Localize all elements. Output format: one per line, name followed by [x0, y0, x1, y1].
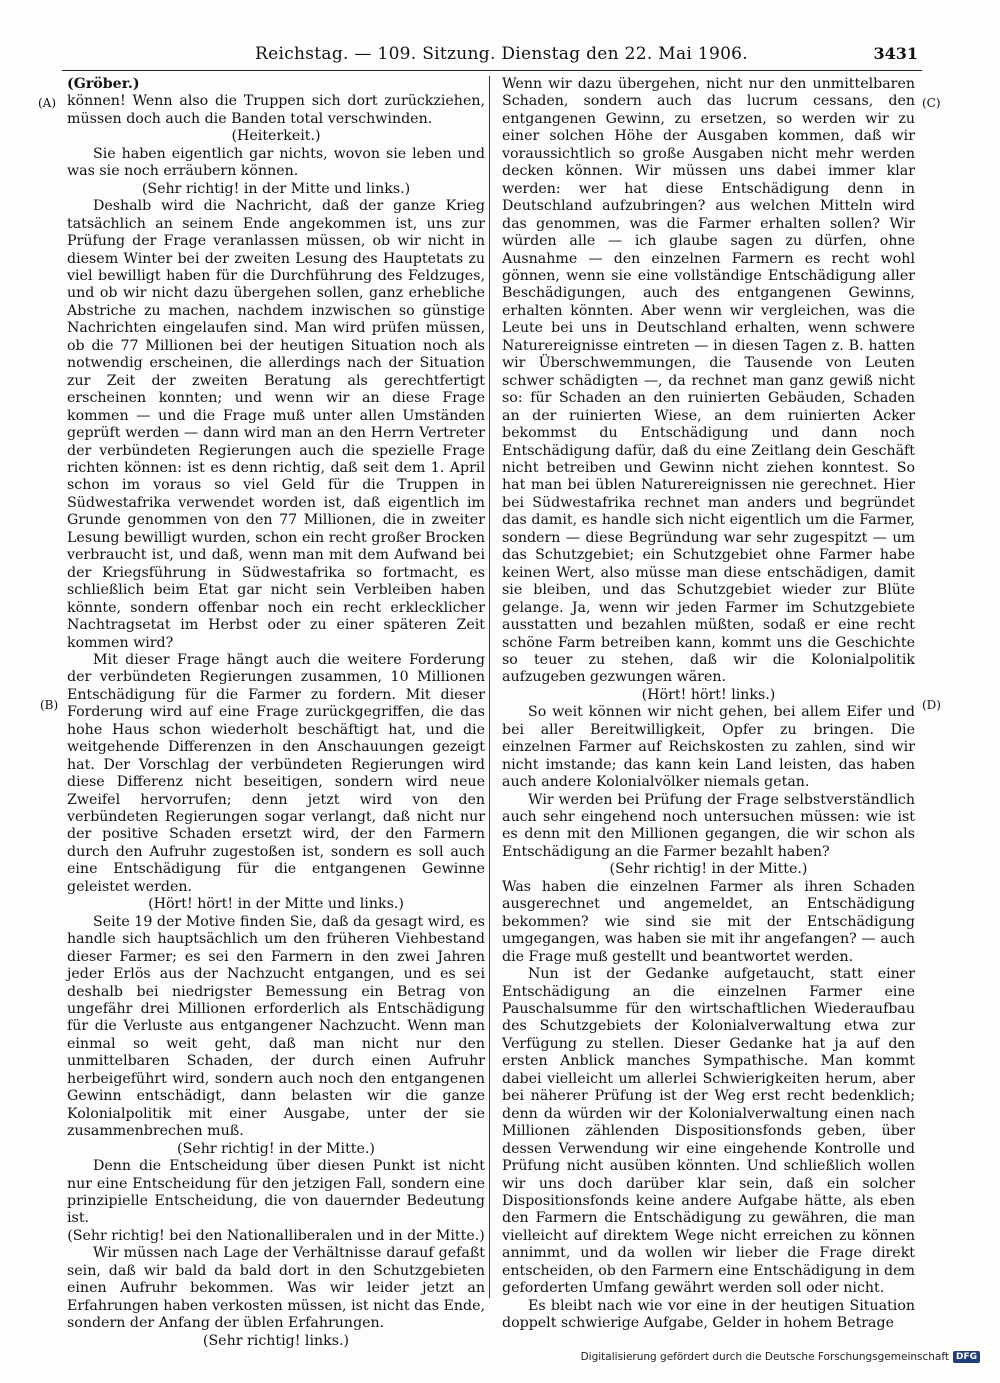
interjection: (Hört! hört! links.) [641, 686, 776, 703]
interjection: (Sehr richtig! links.) [202, 1332, 350, 1349]
dfg-logo: DFG [953, 1351, 980, 1363]
paragraph: Wir werden bei Prüfung der Frage selbstverständlich auch sehr eingehend noch untersuchen müssen: wie ist es denn mit den Millionen gegangen, die wir schon als Entschädigung an die Farmer bezahlt haben? [502, 791, 915, 860]
credit-text: Digitalisierung gefördert durch die Deutsche Forschungsgemeinschaft [580, 1351, 949, 1363]
paragraph: Mit dieser Frage hängt auch die weitere Forderung der verbündeten Regierungen zusammen, 10 Millionen Entschädigung für die Farmer zu fordern. Mit dieser Forderung wird auf eine Frage zurückgegriffen, die das hohe Haus schon wiederholt beschäftigt hat, und die weitgehende Differenzen in den Anschauungen gezeigt hat. Der Vorschlag der verbündeten Regierungen wird diese Differenz nicht beseitigen, sondern wird neue Zweifel hervorrufen; denn jetzt wird von den verbündeten Regierungen sogar verlangt, daß nicht nur der positive Schaden ersetzt wird, der den Farmern durch den Aufruhr zugestoßen ist, sondern es soll auch eine Entschädigung für die entgangenen Gewinne geleistet werden. [67, 651, 485, 895]
paragraph: Was haben die einzelnen Farmer als ihren Schaden ausgerechnet und angemeldet, an Entschädigung bekommen? wie sind sie mit der Entschädigung umgegangen, was haben sie mit ihr angefangen? — auch die Frage muß gestellt und beantwortet werden. [502, 878, 915, 965]
margin-marker-c: (C) [922, 96, 941, 110]
column-divider [489, 76, 490, 1298]
right-column [502, 76, 915, 1333]
interjection: (Hört! hört! in der Mitte und links.) [148, 896, 404, 913]
header-title: Reichstag. — 109. Sitzung. Dienstag den 22. Mai 1906. [255, 44, 749, 64]
interjection: (Sehr richtig! in der Mitte.) [609, 861, 808, 878]
paragraph: Denn die Entscheidung über diesen Punkt ist nicht nur eine Entscheidung für den jetzigen Fall, sondern eine prinzipielle Entscheidung, die von dauernder Bedeutung ist. [67, 1158, 485, 1227]
page-number: 3431 [873, 44, 918, 63]
margin-marker-a: (A) [38, 96, 57, 110]
paragraph: Wir müssen nach Lage der Verhältnisse darauf gefaßt sein, daß wir bald da bald dort in den Schutzgebieten einen Aufruhr bekommen. Was wir leider jetzt an Erfahrungen haben verkosten müssen, ist nicht das Ende, sondern der Anfang der üblen Erfahrungen. [67, 1245, 485, 1332]
paragraph: können! Wenn also die Truppen sich dort zurückziehen, müssen doch auch die Banden total verschwinden. [67, 93, 485, 127]
paragraph: Nun ist der Gedanke aufgetaucht, statt einer Entschädigung an die einzelnen Farmer eine Pauschalsumme für den wirtschaftlichen Wiederaufbau des Schutzgebiets der Kolonialverwaltung etwa zur Verfügung zu stellen. Dieser Gedanke hat ja auf den ersten Anblick manches Sympathische. Man kommt dabei vielleicht um allerlei Schwierigkeiten herum, aber bei näherer Prüfung ist der Weg erst recht bedenklich; denn da würden wir der Kolonialverwaltung einen nach Millionen zählenden Dispositionsfonds geben, über dessen Verwendung wir eine eingehende Kontrolle und Prüfung nicht ausüben könnten. Und schließlich wollen wir uns doch darüber klar sein, daß ein solcher Dispositionsfonds keine andere Aufgabe hätte, als eben den Farmern die Entschädigung zu gewähren, die man vielleicht auf direktem Wege nicht erreichen zu können annimmt, und da wollen wir lieber die Frage direkt entscheiden, ob den Farmern eine Entschädigung in dem geforderten Umfang gewährt werden soll oder nicht. [502, 966, 915, 1297]
paragraph: Seite 19 der Motive finden Sie, daß da gesagt wird, es handle sich hauptsächlich um den früheren Viehbestand dieser Farmer; es sei den Farmern in den zwei Jahren jeder Erlös aus der Nachzucht entgangen, und es sei deshalb bei niedrigster Bemessung ein Betrag von ungefähr drei Millionen erforderlich als Entschädigung für die Verluste aus entgangener Nachzucht. Wenn man einmal so weit geht, daß man nicht nur den unmittelbaren Schaden, der durch einen Aufruhr herbeigeführt wird, sondern auch noch den entgangenen Gewinn entschädigt, dann belasten wir die ganze Kolonialpolitik mit einer Ausgabe, unter der sie zusammenbrechen muß. [67, 913, 485, 1140]
paragraph: Sie haben eigentlich gar nichts, wovon sie leben und was sie noch erräubern können. [67, 145, 485, 180]
left-column [67, 76, 485, 1350]
interjection: (Sehr richtig! in der Mitte und links.) [141, 180, 411, 197]
digitization-credit [581, 1351, 980, 1363]
paragraph: Wenn wir dazu übergehen, nicht nur den unmittelbaren Schaden, sondern auch das lucrum cessans, den entgangenen Gewinn, zu ersetzen, so werden wir zu einer solchen Höhe der Ausgaben kommen, daß wir voraussichtlich so große Ausgaben nicht mehr werden decken können. Wir müssen uns dabei immer klar werden: wer hat diese Entschädigung denn in Deutschland aufzubringen? aus welchen Mitteln wird das genommen, was die Farmer erhalten sollen? Wir würden alle — ich glaube sagen zu dürfen, ohne Ausnahme — den einzelnen Farmern es recht wohl gönnen, wenn sie eine vollständige Entschädigung aller Beschädigungen, auch des entgangenen Gewinns, erhalten könnten. Aber wenn wir vergleichen, was die Leute bei uns in Deutschland erhalten, wenn schwere Naturereignisse eintreten — in diesen Tagen z. B. hatten wir Überschwemmungen, die Tausende von Leuten schwer schädigten —, da rechnet man ganz gewiß nicht so: für Schaden an den ruinierten Gebäuden, Schaden an der ruinierten Wiese, an dem ruinierten Acker bekommst du Entschädigung und dann noch Entschädigung dafür, daß du eine Zeitlang dein Geschäft nicht betreiben und Gewinn nicht ziehen konntest. So hat man bei üblen Naturereignissen nie gerechnet. Hier bei Südwestafrika rechnet man anders und begründet das damit, es handle sich nicht eigentlich um die Farmer, sondern — diese Begründung war sehr zugespitzt — um das Schutzgebiet; ein Schutzgebiet ohne Farmer habe keinen Wert, also müsse man diese entschädigen, damit sie bleiben, und das Schutzgebiet wieder zur Blüte gelange. Ja, wenn wir jeden Farmer im Schutzgebiete ausstatten und bezahlen müßten, sodaß er eine recht schöne Farm betreiben kann, kommt uns die Geschichte so teuer zu stehen, daß wir die Kolonialpolitik aufzugeben gezwungen wären. [502, 76, 915, 686]
interjection: (Heiterkeit.) [231, 128, 321, 145]
margin-marker-b: (B) [40, 698, 59, 712]
interjection: (Sehr richtig! bei den Nationalliberalen und in der Mitte.) [67, 1227, 485, 1244]
header-rule [62, 70, 922, 71]
paragraph: Deshalb wird die Nachricht, daß der ganze Krieg tatsächlich an seinem Ende angekommen ist, uns zur Prüfung der Frage veranlassen müssen, ob wir nicht in diesem Winter bei der zweiten Lesung des Hauptetats zu viel bewilligt haben für die Durchführung des Feldzuges, und ob wir nicht dazu übergehen sollen, ganz erhebliche Abstriche zu machen, nachdem inzwischen so günstige Nachrichten eingelaufen sind. Man wird prüfen müssen, ob die 77 Millionen bei der heutigen Situation noch als notwendig erscheinen, die allerdings nach der Situation zur Zeit der zweiten Beratung als gerechtfertigt erscheinen konnten; und wenn wir an diese Frage kommen — und die Frage muß unter allen Umständen geprüft werden — dann wird man an den Herrn Vertreter der verbündeten Regierungen auch die spezielle Frage richten können: ist es denn richtig, daß seit dem 1. April schon im voraus so viel Geld für die Truppen in Südwestafrika verwendet worden ist, daß eigentlich im Grunde genommen von den 77 Millionen, die in zweiter Lesung bewilligt wurden, schon ein recht großer Brocken verbraucht ist, und daß, wenn man mit dem Aufwand bei der Kriegsführung in Südwestafrika so fortmacht, es schließlich beim Etat gar nicht sein Verbleiben haben könnte, sondern offenbar noch ein recht erklecklicher Nachtragsetat im Herbst oder zu einer späteren Zeit kommen wird? [67, 198, 485, 651]
speaker-name: (Gröber.) [67, 76, 140, 92]
margin-marker-d: (D) [922, 698, 941, 712]
paragraph: Es bleibt nach wie vor eine in der heutigen Situation doppelt schwierige Aufgabe, Gelder in hohem Betrage [502, 1297, 915, 1332]
interjection: (Sehr richtig! in der Mitte.) [177, 1140, 375, 1157]
paragraph: So weit können wir nicht gehen, bei allem Eifer und bei aller Bereitwilligkeit, Opfer zu bringen. Die einzelnen Farmer auf Reichskosten zu zahlen, sind wir nicht imstande; das kann kein Land leisten, das haben auch andere Kolonialvölker niemals getan. [502, 704, 915, 791]
